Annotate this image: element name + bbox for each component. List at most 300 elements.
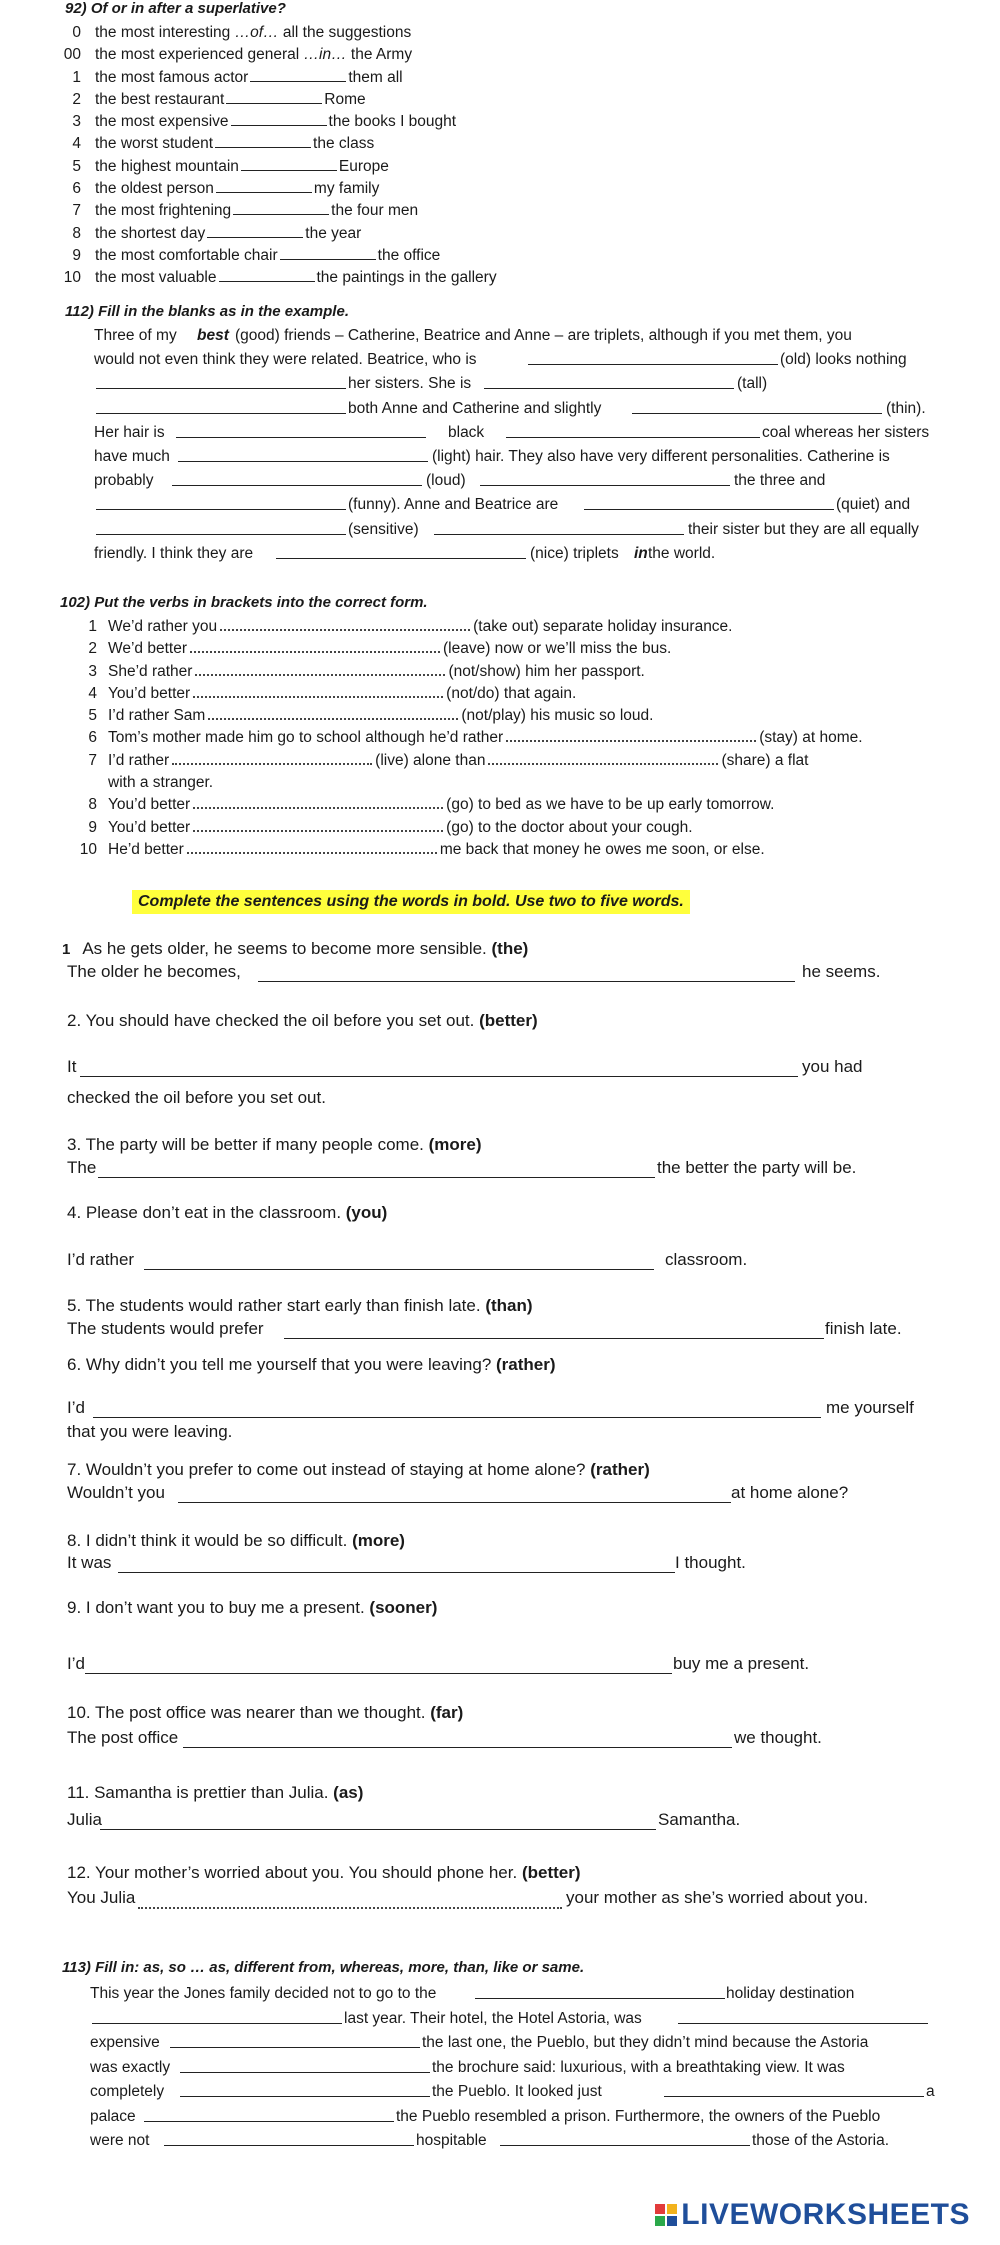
- answer-blank[interactable]: [180, 2058, 430, 2073]
- text-segment: a: [926, 2083, 935, 2100]
- answer-blank[interactable]: [226, 89, 322, 104]
- answer-start: I’d: [67, 1654, 85, 1673]
- answer-start: You Julia: [67, 1888, 136, 1907]
- text-segment: last year. Their hotel, the Hotel Astoria, was: [344, 2009, 642, 2027]
- text-segment: (nice) triplets: [530, 544, 619, 562]
- item-start: She’d rather: [108, 662, 193, 680]
- section-102-list: [75, 616, 955, 861]
- answer-blank[interactable]: [96, 520, 346, 535]
- question-text: 5. The students would rather start early than finish late.: [67, 1296, 486, 1315]
- question-text: 8. I didn’t think it would be so difficult.: [67, 1531, 353, 1550]
- text-segment: both Anne and Catherine and slightly: [348, 399, 602, 417]
- item-start: the most famous actor: [95, 68, 249, 86]
- answer-start: Wouldn’t you: [67, 1483, 165, 1502]
- answer-start: The students would prefer: [67, 1319, 264, 1338]
- item-number: 3: [72, 113, 81, 131]
- text-segment: (sensitive): [348, 520, 419, 538]
- item-text: [108, 727, 863, 749]
- item-start: the most comfortable chair: [95, 246, 278, 264]
- item-text: [108, 839, 765, 861]
- question-text: As he gets older, he seems to become more sensible.: [82, 939, 492, 958]
- item-start: the highest mountain: [95, 157, 239, 175]
- answer-blank[interactable]: [528, 350, 778, 365]
- keyword: (more): [352, 1531, 405, 1550]
- item-end: (not/play) his music so loud.: [461, 707, 654, 725]
- text-segment: coal whereas her sisters: [762, 423, 930, 441]
- text-segment: (good) friends – Catherine, Beatrice and Anne – are triplets, although if you met them, you: [235, 327, 852, 344]
- item-text: [108, 705, 653, 727]
- item-start: the oldest person: [95, 180, 214, 198]
- text-segment: Her hair is: [94, 423, 165, 441]
- item-start: You’d better: [108, 684, 191, 702]
- answer-blank[interactable]: [208, 705, 458, 720]
- question-text: 4. Please don’t eat in the classroom.: [67, 1203, 346, 1222]
- item-start: We’d rather you: [108, 618, 218, 635]
- item-start: You’d better: [108, 796, 191, 814]
- item-start: with a stranger.: [108, 774, 214, 792]
- item-start: We’d better: [108, 640, 187, 658]
- item-end: (not/do) that again.: [446, 684, 577, 702]
- item-number: 8: [88, 796, 97, 814]
- item-end: (go) to bed as we have to be up early tomorrow.: [446, 796, 775, 814]
- item-end: (not/show) him her passport.: [448, 662, 645, 680]
- paragraph-line: [94, 324, 944, 348]
- answer-blank[interactable]: [258, 981, 795, 982]
- text-segment: the Pueblo. It looked just: [432, 2083, 602, 2100]
- item-end: Rome: [324, 90, 366, 108]
- item-text: [108, 794, 774, 816]
- answer-start: It: [67, 1057, 77, 1076]
- text-segment: (light) hair. They also have very different personalities. Catherine is: [432, 447, 890, 465]
- list-item: [55, 22, 655, 44]
- text-segment: (thin).: [886, 399, 926, 417]
- list-item: [75, 683, 955, 705]
- list-item: [75, 661, 955, 683]
- text-segment: their sister but they are all equally: [688, 520, 919, 538]
- list-item: [55, 245, 655, 267]
- question-text: 12. Your mother’s worried about you. You should phone her.: [67, 1863, 522, 1882]
- item-text: [95, 267, 497, 289]
- answer-blank[interactable]: [92, 2009, 342, 2024]
- text-segment: have much: [94, 447, 170, 465]
- answer-blank[interactable]: [187, 839, 437, 854]
- keyword: (more): [428, 1135, 482, 1154]
- item-number: 4: [72, 135, 81, 153]
- answer-blank[interactable]: [170, 2033, 420, 2048]
- answer-end: your mother as she’s worried about you.: [566, 1888, 869, 1907]
- item-end: (leave) now or we’ll miss the bus.: [442, 640, 672, 658]
- text-segment: (loud): [426, 472, 466, 490]
- item-number: 1: [72, 68, 81, 86]
- answer-blank[interactable]: [96, 374, 346, 389]
- section-112-heading: 112) Fill in the blanks as in the example.: [65, 303, 349, 320]
- text-segment: (funny). Anne and Beatrice are: [348, 496, 559, 514]
- item-number: 10: [79, 840, 97, 858]
- text-segment: palace: [90, 2107, 136, 2125]
- keyword: (better): [479, 1011, 538, 1030]
- item-number: 3: [88, 662, 97, 680]
- item-text: [95, 223, 361, 245]
- exercise-question: [67, 1783, 363, 1803]
- answer-end: you had: [802, 1057, 863, 1076]
- list-item: [75, 750, 955, 772]
- item-text: [95, 156, 389, 178]
- answer-blank[interactable]: [480, 471, 730, 486]
- section-102-heading: 102) Put the verbs in brackets into the correct form.: [60, 594, 428, 611]
- item-number: 9: [88, 818, 97, 836]
- example-answer: …of…: [234, 24, 279, 41]
- question-text: 9. I don’t want you to buy me a present.: [67, 1598, 370, 1617]
- item-text: [108, 817, 693, 839]
- text-segment: were not: [90, 2132, 150, 2149]
- answer-blank[interactable]: [176, 423, 426, 438]
- answer-blank[interactable]: [220, 616, 470, 631]
- answer-blank[interactable]: [93, 1417, 821, 1418]
- item-text: [95, 22, 411, 44]
- paragraph-line: [94, 348, 944, 372]
- exercise-question: [67, 1203, 387, 1223]
- item-text: [108, 616, 733, 638]
- item-end: my family: [313, 180, 380, 198]
- answer-start: I’d rather: [67, 1250, 135, 1269]
- item-text: [108, 683, 576, 705]
- exercise-question: [62, 939, 528, 959]
- item-end: me back that money he owes me soon, or else.: [439, 840, 765, 858]
- answer-blank[interactable]: [180, 2082, 430, 2097]
- answer-blank[interactable]: [280, 245, 376, 260]
- liveworksheets-icon: [655, 2200, 677, 2222]
- exercise-question: [67, 1355, 556, 1375]
- text-segment: best: [197, 327, 229, 344]
- watermark-text: LIVEWORKSHEETS: [681, 2198, 970, 2231]
- item-number: 4: [88, 684, 97, 702]
- item-text: [95, 133, 374, 155]
- paragraph-line: [94, 469, 944, 493]
- list-item: [55, 67, 655, 89]
- answer-blank[interactable]: [632, 399, 882, 414]
- item-start: Tom’s mother made him go to school although he’d rather: [108, 729, 504, 747]
- item-number: 00: [63, 46, 81, 64]
- section-92-heading: 92) Of or in after a superlative?: [65, 0, 286, 17]
- list-item: [55, 200, 655, 222]
- text-segment: hospitable: [416, 2132, 487, 2149]
- list-item: [55, 267, 655, 289]
- paragraph-line: [90, 1982, 950, 2007]
- item-start: the most interesting: [95, 24, 235, 41]
- item-number: 6: [72, 180, 81, 198]
- keyword: (rather): [496, 1355, 556, 1374]
- question-text: 2. You should have checked the oil before you set out.: [67, 1011, 480, 1030]
- text-segment: (quiet) and: [836, 496, 911, 514]
- answer-blank[interactable]: [233, 200, 329, 215]
- item-end: (take out) separate holiday insurance.: [473, 618, 733, 635]
- answer-start: The older he becomes,: [67, 962, 241, 981]
- list-item: [75, 794, 955, 816]
- item-start: He’d better: [108, 840, 184, 858]
- answer-end: me yourself: [826, 1398, 914, 1417]
- item-text: [108, 750, 808, 772]
- item-end: (go) to the doctor about your cough.: [446, 818, 693, 836]
- item-end: (share) a flat: [721, 751, 809, 769]
- item-end: the year: [305, 224, 362, 242]
- text-segment: This year the Jones family decided not to go to the: [90, 1985, 437, 2002]
- item-start: the most frightening: [95, 202, 232, 220]
- answer-blank[interactable]: [183, 1747, 732, 1748]
- item-number: 2: [72, 90, 81, 108]
- answer-blank[interactable]: [172, 471, 422, 486]
- answer-blank[interactable]: [193, 683, 443, 698]
- answer-blank[interactable]: [219, 267, 315, 282]
- answer-blank[interactable]: [500, 2131, 750, 2146]
- answer-blank[interactable]: [100, 1829, 656, 1830]
- keyword: (than): [485, 1296, 533, 1315]
- example-answer: …in…: [303, 46, 347, 64]
- exercise-question: [67, 1011, 538, 1031]
- paragraph-line: [94, 542, 944, 566]
- paragraph-line: [90, 2031, 950, 2056]
- answer-start: Julia: [67, 1810, 102, 1829]
- list-item: [75, 772, 955, 794]
- answer-blank[interactable]: [488, 750, 718, 765]
- item-end: (live) alone than: [375, 751, 486, 769]
- answer-blank[interactable]: [85, 1673, 672, 1674]
- item-end: the paintings in the gallery: [316, 269, 497, 287]
- answer-blank[interactable]: [231, 111, 327, 126]
- answer-blank[interactable]: [195, 661, 445, 676]
- answer-blank[interactable]: [144, 2107, 394, 2122]
- keyword: (sooner): [369, 1598, 438, 1617]
- text-segment: the world.: [648, 544, 716, 562]
- answer-blank[interactable]: [434, 520, 684, 535]
- answer-end: buy me a present.: [673, 1654, 810, 1673]
- item-start: I’d rather: [108, 751, 170, 769]
- exercise-question: [67, 1863, 581, 1883]
- answer-blank[interactable]: [193, 794, 443, 809]
- item-end: the Army: [346, 46, 413, 64]
- answer-blank[interactable]: [96, 399, 346, 414]
- question-text: 10. The post office was nearer than we thought.: [67, 1703, 431, 1722]
- text-segment: the last one, the Pueblo, but they didn’t mind because the Astoria: [422, 2034, 869, 2051]
- text-segment: the brochure said: luxurious, with a breathtaking view. It was: [432, 2058, 845, 2076]
- list-item: [55, 44, 655, 66]
- item-number: 7: [72, 202, 81, 220]
- keyword: (far): [430, 1703, 464, 1722]
- item-end: them all: [348, 68, 403, 86]
- item-number: 5: [72, 157, 81, 175]
- list-item: [55, 178, 655, 200]
- item-text: [95, 44, 412, 66]
- answer-end: he seems.: [802, 962, 881, 981]
- answer-continuation: that you were leaving.: [67, 1422, 233, 1441]
- item-number: 7: [88, 751, 97, 769]
- item-text: [108, 661, 645, 683]
- question-text: 7. Wouldn’t you prefer to come out instead of staying at home alone?: [67, 1460, 591, 1479]
- answer-blank[interactable]: [118, 1572, 675, 1573]
- answer-blank[interactable]: [250, 67, 346, 82]
- answer-blank[interactable]: [475, 1984, 725, 1999]
- item-end: (stay) at home.: [759, 729, 863, 747]
- section-113-heading: 113) Fill in: as, so … as, different from, whereas, more, than, like or same.: [62, 1959, 585, 1976]
- answer-start: I’d: [67, 1398, 85, 1417]
- answer-blank[interactable]: [506, 727, 756, 742]
- answer-blank[interactable]: [178, 1502, 731, 1503]
- list-item: [75, 817, 955, 839]
- paragraph-line: [90, 2080, 950, 2105]
- answer-end: the better the party will be.: [657, 1158, 857, 1177]
- item-start: the shortest day: [95, 224, 206, 242]
- item-number: 5: [88, 707, 97, 725]
- answer-blank[interactable]: [207, 223, 303, 238]
- section-112-paragraph: [94, 324, 944, 566]
- text-segment: those of the Astoria.: [752, 2132, 890, 2149]
- answer-blank[interactable]: [678, 2009, 928, 2024]
- section-92-list: [55, 22, 655, 290]
- exercise-question: [67, 1135, 482, 1155]
- list-item: [75, 839, 955, 861]
- text-segment: the three and: [734, 472, 826, 490]
- text-segment: in: [634, 544, 648, 562]
- keyword: (the): [491, 939, 529, 958]
- paragraph-line: [94, 421, 944, 445]
- item-text: [108, 638, 671, 660]
- item-number: 6: [88, 729, 97, 747]
- item-number: 2: [88, 640, 97, 658]
- exercise-question: [67, 1703, 463, 1723]
- answer-blank[interactable]: [506, 423, 760, 438]
- list-item: [75, 705, 955, 727]
- section-113-paragraph: [90, 1982, 950, 2154]
- list-item: [55, 111, 655, 133]
- answer-continuation: checked the oil before you set out.: [67, 1088, 326, 1107]
- item-text: [108, 772, 213, 794]
- item-start: the most experienced general: [95, 46, 304, 64]
- item-end: the office: [377, 246, 441, 264]
- list-item: [55, 89, 655, 111]
- answer-end: I thought.: [675, 1553, 746, 1572]
- answer-blank[interactable]: [138, 1907, 562, 1909]
- question-text: 11. Samantha is prettier than Julia.: [67, 1783, 334, 1802]
- list-item: [75, 638, 955, 660]
- exercise-question: [67, 1460, 650, 1480]
- paragraph-line: [90, 2007, 950, 2032]
- item-number: 8: [72, 224, 81, 242]
- answer-blank[interactable]: [190, 638, 440, 653]
- item-text: [95, 89, 366, 111]
- answer-blank[interactable]: [664, 2082, 924, 2097]
- answer-blank[interactable]: [484, 374, 734, 389]
- answer-start: It was: [67, 1553, 112, 1572]
- text-segment: would not even think they were related. Beatrice, who is: [94, 351, 477, 369]
- item-text: [95, 111, 456, 133]
- question-text: 3. The party will be better if many people come.: [67, 1135, 429, 1154]
- item-number: 1: [88, 618, 97, 635]
- answer-blank[interactable]: [216, 178, 312, 193]
- keyword: (better): [521, 1863, 581, 1882]
- answer-blank[interactable]: [144, 1269, 654, 1270]
- keyword: (rather): [590, 1460, 650, 1479]
- exercise-question: [67, 1598, 437, 1618]
- question-number: 1: [62, 941, 71, 958]
- item-text: [95, 178, 379, 200]
- list-item: [75, 616, 955, 638]
- item-text: [95, 245, 440, 267]
- answer-blank[interactable]: [98, 1177, 655, 1178]
- answer-end: at home alone?: [731, 1483, 849, 1502]
- text-segment: (tall): [737, 375, 768, 393]
- answer-end: we thought.: [734, 1728, 822, 1747]
- item-text: [95, 67, 403, 89]
- text-segment: was exactly: [90, 2058, 171, 2076]
- answer-blank[interactable]: [164, 2131, 414, 2146]
- list-item: [75, 727, 955, 749]
- answer-end: finish late.: [825, 1319, 902, 1338]
- answer-end: Samantha.: [658, 1810, 741, 1829]
- text-segment: expensive: [90, 2034, 160, 2051]
- paragraph-line: [90, 2105, 950, 2130]
- text-segment: friendly. I think they are: [94, 544, 254, 562]
- answer-blank[interactable]: [178, 447, 428, 462]
- transform-instruction: Complete the sentences using the words in bold. Use two to five words.: [132, 890, 690, 914]
- question-text: 6. Why didn’t you tell me yourself that you were leaving?: [67, 1355, 496, 1374]
- list-item: [55, 133, 655, 155]
- item-text: [95, 200, 418, 222]
- paragraph-line: [94, 445, 944, 469]
- item-number: 9: [72, 246, 81, 264]
- item-end: the class: [313, 135, 375, 153]
- answer-blank[interactable]: [172, 750, 372, 765]
- text-segment: Three of my: [94, 327, 177, 344]
- keyword: (as): [333, 1783, 364, 1802]
- item-start: the best restaurant: [95, 90, 225, 108]
- item-number: 0: [72, 24, 81, 41]
- liveworksheets-logo: [655, 2198, 970, 2232]
- paragraph-line: [90, 2056, 950, 2081]
- text-segment: holiday destination: [726, 1985, 855, 2002]
- item-start: the worst student: [95, 135, 214, 153]
- answer-blank[interactable]: [96, 495, 346, 510]
- answer-blank[interactable]: [193, 817, 443, 832]
- item-end: all the suggestions: [278, 24, 412, 41]
- paragraph-line: [94, 372, 944, 396]
- paragraph-line: [94, 493, 944, 517]
- answer-start: The: [67, 1158, 97, 1177]
- text-segment: her sisters. She is: [348, 375, 472, 393]
- item-end: Europe: [338, 157, 389, 175]
- item-start: the most valuable: [95, 269, 217, 287]
- item-start: the most expensive: [95, 113, 229, 131]
- item-number: 10: [63, 269, 81, 287]
- text-segment: (old) looks nothing: [780, 351, 907, 369]
- exercise-question: [67, 1296, 533, 1316]
- paragraph-line: [94, 518, 944, 542]
- answer-blank[interactable]: [284, 1338, 824, 1339]
- answer-blank[interactable]: [276, 544, 526, 559]
- answer-blank[interactable]: [584, 495, 834, 510]
- item-end: the four men: [331, 202, 419, 220]
- text-segment: probably: [94, 472, 154, 490]
- paragraph-line: [94, 397, 944, 421]
- text-segment: the Pueblo resembled a prison. Furthermore, the owners of the Pueblo: [396, 2107, 881, 2125]
- answer-blank[interactable]: [80, 1076, 798, 1077]
- answer-blank[interactable]: [215, 133, 311, 148]
- text-segment: black: [448, 423, 485, 441]
- item-start: You’d better: [108, 818, 191, 836]
- text-segment: completely: [90, 2083, 165, 2100]
- answer-end: classroom.: [665, 1250, 748, 1269]
- list-item: [55, 223, 655, 245]
- list-item: [55, 156, 655, 178]
- answer-blank[interactable]: [241, 156, 337, 171]
